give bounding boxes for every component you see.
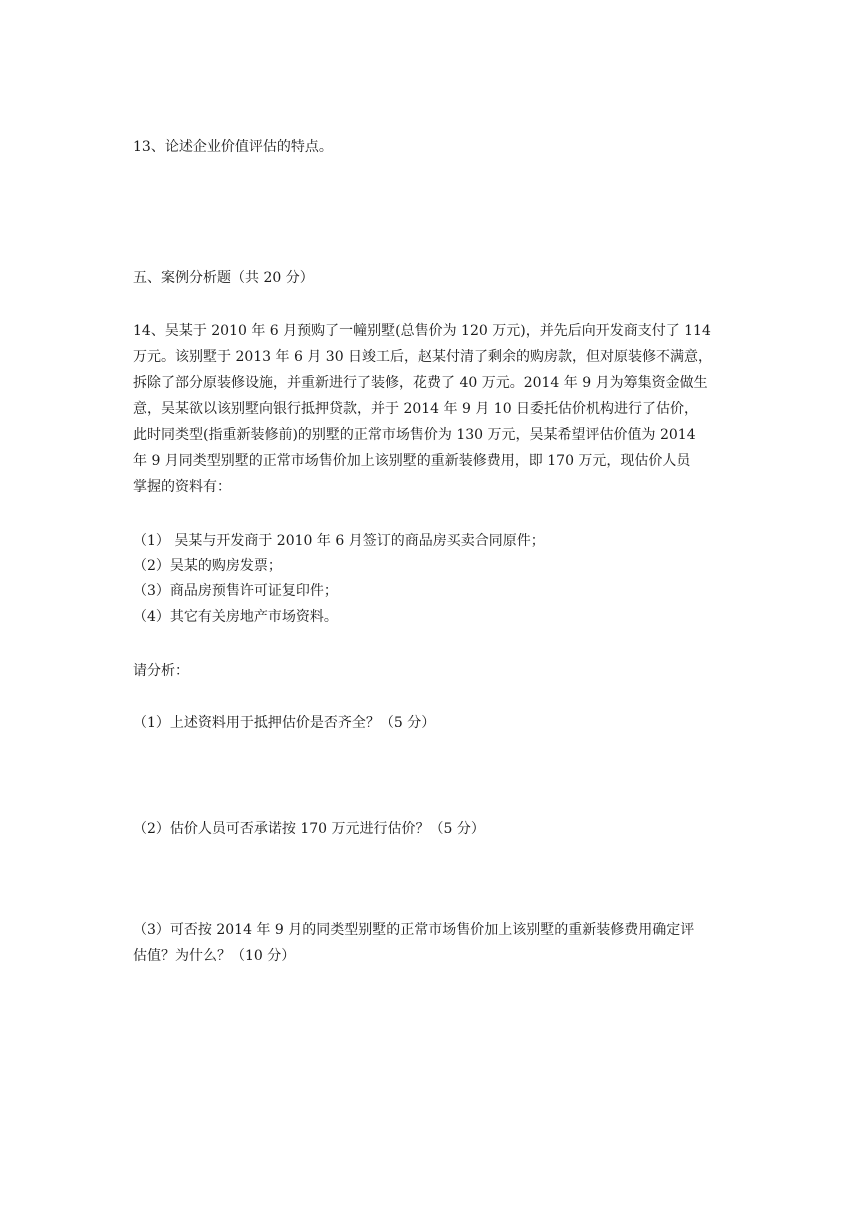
- sub-question-3: [133, 917, 736, 969]
- question-14-line: 此时同类型(指重新装修前)的别墅的正常市场售价为 130 万元，吴某希望评估价值为 2014: [133, 427, 696, 443]
- question-14-line: 年 9 月同类型别墅的正常市场售价加上该别墅的重新装修费用，即 170 万元，现估价人员: [133, 453, 691, 469]
- sub-question-3-line: （3）可否按 2014 年 9 月的同类型别墅的正常市场售价加上该别墅的重新装修费用确定评: [133, 922, 695, 938]
- material-item-2: （2）吴某的购房发票；: [133, 558, 282, 574]
- section-5-heading: 五、案例分析题（共 20 分）: [133, 270, 314, 286]
- question-14-line: 万元。该别墅于 2013 年 6 月 30 日竣工后，赵某付清了剩余的购房款，但对原装修不满意，: [133, 349, 713, 365]
- question-14-line: 拆除了部分原装修设施，并重新进行了装修，花费了 40 万元。2014 年 9 月为筹集资金做生: [133, 375, 708, 391]
- question-13: 13、论述企业价值评估的特点。: [133, 139, 333, 155]
- material-item-3: （3）商品房预售许可证复印件；: [133, 583, 338, 599]
- question-14-paragraph: [133, 318, 736, 500]
- sub-question-3-line: 估值？为什么？（10 分）: [133, 948, 296, 964]
- sub-question-1: （1）上述资料用于抵押估价是否齐全？（5 分）: [133, 715, 436, 731]
- question-14-line: 14、吴某于 2010 年 6 月预购了一幢别墅(总售价为 120 万元)，并先后向开发商支付了 114: [133, 323, 711, 339]
- question-14-line: 掌握的资料有：: [133, 479, 231, 495]
- material-item-1: （1） 吴某与开发商于 2010 年 6 月签订的商品房买卖合同原件；: [133, 533, 545, 549]
- sub-question-2: （2）估价人员可否承诺按 170 万元进行估价？（5 分）: [133, 821, 485, 837]
- question-14-line: 意，吴某欲以该别墅向银行抵押贷款，并于 2014 年 9 月 10 日委托估价机构进行了估价，: [133, 401, 699, 417]
- material-item-4: （4）其它有关房地产市场资料。: [133, 609, 338, 625]
- analyze-label: 请分析：: [133, 663, 189, 679]
